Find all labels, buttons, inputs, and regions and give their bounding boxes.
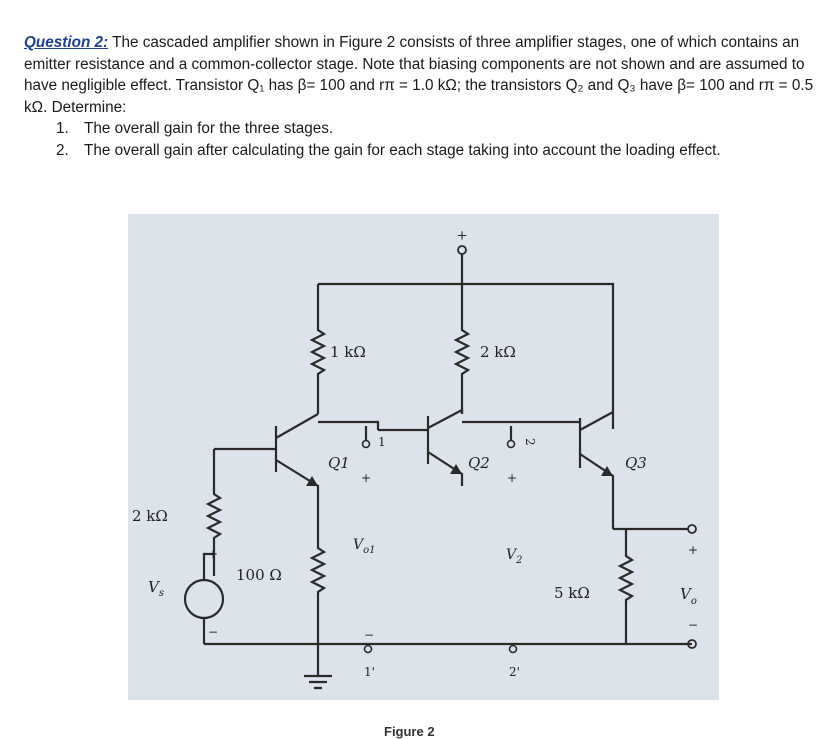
node-1p-terminal bbox=[365, 646, 372, 653]
rc1-label: 1 kΩ bbox=[330, 343, 366, 361]
question-item-number: 2. bbox=[56, 141, 69, 159]
question-item-text: The overall gain for the three stages. bbox=[84, 120, 334, 137]
q2-label: Q2 bbox=[468, 454, 490, 472]
ground-rail bbox=[204, 640, 696, 688]
question-intro: The cascaded amplifier shown in Figure 2 consists of three amplifier stages, one of which contains an emitter resistance and a common-collector stage. Note that biasing components are not shown and are assumed to have negligible effect. Transistor Q₁ has β= 100 and rπ = 1.0 kΩ; the transistors Q₂ and Q₃ have β= 100 and rπ = 0.5 kΩ. Determine: bbox=[24, 34, 814, 116]
node-1p-label: 1' bbox=[364, 665, 375, 679]
supply-rail bbox=[318, 230, 613, 429]
circuit-diagram bbox=[128, 214, 719, 700]
re1-label: 100 Ω bbox=[236, 566, 282, 584]
re3-label: 5 kΩ bbox=[554, 584, 590, 602]
resistor-rc2 bbox=[456, 284, 516, 414]
node-2p-label: 2' bbox=[509, 665, 520, 679]
circuit-figure bbox=[128, 214, 719, 700]
vo2-label: $V_2$ bbox=[506, 547, 523, 566]
vo1-minus: − bbox=[364, 628, 375, 642]
node-1-label: 1 bbox=[378, 435, 386, 449]
vo1-label: $V_{o1}$ bbox=[353, 537, 376, 556]
input-source bbox=[132, 449, 223, 644]
node-2-terminal bbox=[508, 441, 515, 448]
supply-plus-label: + bbox=[454, 230, 469, 241]
question-text bbox=[24, 32, 824, 161]
transistor-q3 bbox=[580, 412, 647, 529]
vo-minus: − bbox=[688, 618, 699, 632]
question-item-2 bbox=[24, 140, 824, 162]
node-2p-terminal bbox=[510, 646, 517, 653]
question-item-text: The overall gain after calculating the gain for each stage taking into account the loading effect. bbox=[84, 141, 721, 159]
vo-plus-terminal bbox=[688, 525, 696, 533]
rc2-label: 2 kΩ bbox=[480, 343, 516, 361]
vs-minus: − bbox=[208, 625, 219, 639]
q3-label: Q3 bbox=[625, 454, 647, 472]
figure-caption: Figure 2 bbox=[384, 724, 435, 739]
transistor-q1 bbox=[214, 414, 350, 522]
resistor-re1 bbox=[236, 522, 324, 644]
output-stage bbox=[554, 525, 698, 644]
node-2-label: 2 bbox=[523, 438, 537, 446]
rs-label: 2 kΩ bbox=[132, 507, 168, 525]
question-item-1 bbox=[24, 118, 824, 140]
ground-icon bbox=[304, 676, 332, 688]
q1-label: Q1 bbox=[328, 454, 350, 472]
supply-terminal bbox=[458, 246, 466, 254]
question-item-number: 1. bbox=[56, 120, 69, 137]
vo-label: $V_o$ bbox=[680, 585, 697, 607]
vo2-plus: + bbox=[507, 471, 518, 485]
resistor-rc1 bbox=[312, 284, 366, 414]
question-list bbox=[24, 118, 824, 161]
voltage-source-icon bbox=[185, 580, 223, 618]
node-1-terminal bbox=[363, 441, 370, 448]
vs-plus: + bbox=[208, 547, 219, 561]
question-paragraph bbox=[24, 32, 824, 118]
vs-label: $V_s$ bbox=[148, 578, 164, 599]
vo1-plus: + bbox=[361, 471, 372, 485]
question-label: Question 2: bbox=[24, 34, 109, 51]
vo-plus: + bbox=[688, 543, 699, 557]
